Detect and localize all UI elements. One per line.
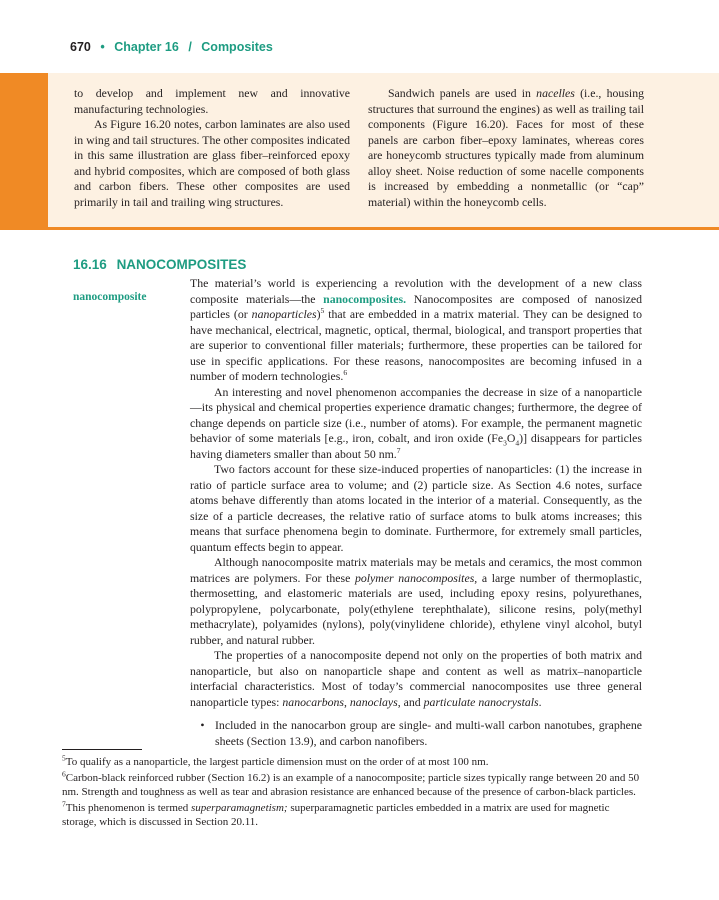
page-number: 670 [70, 40, 91, 54]
header-separator: / [188, 40, 192, 54]
box-left-column [74, 86, 350, 210]
bullet-text: Included in the nanocarbon group are single- and multi-wall carbon nanotubes, graphene sheets (Section 13.9), and carbon nanofibers. [215, 718, 642, 748]
key-term-nanocomposites: nanocomposites. [323, 291, 407, 306]
orange-side-bar [0, 73, 48, 230]
section-heading [73, 257, 246, 272]
margin-key-term: nanocomposite [73, 291, 147, 303]
footnote-ref-7: 7 [396, 445, 401, 455]
footnote-rule [62, 749, 142, 750]
section-title-text: NANOCOMPOSITES [116, 257, 247, 272]
footnotes [62, 755, 642, 831]
footnote-7: $^7$This phenomenon is termed superparamagnetism; superparamagnetic particles embedded in a matrix are used for magnetic storage, which is discussed in Section 20.11. [62, 798, 610, 828]
header-bullet: • [100, 40, 105, 54]
running-header [70, 40, 273, 54]
paragraph-4: Although nanocomposite matrix materials may be metals and ceramics, the most common matrices are polymers. For these polymer nanocomposites, a large number of thermoplastic, thermosetting, and elastomeric materials are used, including epoxy resins, polyurethanes, polypropylene, polycarbonate, poly(ethylene terephthalate), silicone resins, poly(methyl methacrylate), polyamides (nylons), poly(vinylidene chloride), ethylene vinyl alcohol, butyl rubber, and natural rubber. [190, 555, 642, 647]
footnote-ref-5: 5 [320, 306, 325, 316]
section-number: 16.16 [73, 257, 107, 272]
paragraph-3: Two factors account for these size-induced properties of nanoparticles: (1) the increase in ratio of particle surface area to volume; and (2) particle size. As Section 4.6 notes, surface atoms behave differently than atoms located in the interior of a material. Consequently, as the size of a particle decreases, the relative ratio of surface atoms to bulk atoms increases; this means that surface phenomena begin to dominate. Furthermore, for extremely small particles, quantum effects begin to appear. [190, 462, 642, 554]
box-left-para-2: As Figure 16.20 notes, carbon laminates are also used in wing and tail structures. The other composites indicated in this same illustration are glass fiber–reinforced epoxy and hybrid composites, which are composed of both glass and carbon fibers. These other composites are used primarily in tail and trailing wing structures. [74, 117, 350, 209]
paragraph-1: The material’s world is experiencing a revolution with the development of a new class composite materials—the nanocomposites. Nanocomposites are composed of nanosized particles (or nanoparticles)$^5$ that are embedded in a matrix material. They can be designed to have mechanical, electrical, magnetic, optical, thermal, biological, and transport properties that are superior to conventional filler materials; furthermore, these properties can be tailored for use in specific applications. For these reasons, nanocomposites are becoming infused in a number of modern technologies.$^6$ [190, 276, 642, 383]
paragraph-5: The properties of a nanocomposite depend not only on the properties of both matrix and nanoparticle, but also on nanoparticle shape and content as well as matrix–nanoparticle interfacial characteristics. Most of today’s commercial nanocomposites use three general nanoparticle types: nanocarbons, nanoclays, and particulate nanocrystals. [190, 648, 642, 709]
bullet-dot: • [200, 718, 205, 732]
chapter-title: Composites [201, 40, 273, 54]
footnote-ref-6: 6 [343, 368, 348, 378]
bullet-item [190, 718, 642, 749]
paragraph-2: An interesting and novel phenomenon accompanies the decrease in size of a nanoparticle—its physical and chemical properties experience dramatic changes; furthermore, the degree of change depends on particle size (i.e., number of atoms). For example, the permanent magnetic behavior of some materials [e.g., iron, cobalt, and iron oxide $(Fe_3O_4)$] disappears for particles having diameters smaller than about 50 nm.$^7$ [190, 384, 642, 461]
box-right-para: Sandwich panels are used in nacelles (i.e., housing structures that surround the engines) as well as trailing tail components (Figure 16.20). Faces for most of these panels are carbon fiber–epoxy laminates, whereas cores are honeycomb structures typically made from aluminum alloy sheet. Noise reduction of some nacelle components is increased by embedding a nonmetallic (or “cap” material) within the honeycomb cells. [368, 86, 644, 209]
chapter-label: Chapter 16 [114, 40, 179, 54]
box-left-para-1: to develop and implement new and innovative manufacturing technologies. [74, 86, 350, 116]
main-body-text [190, 276, 642, 749]
footnote-5: $^5$To qualify as a nanoparticle, the largest particle dimension must on the order of at most 100 nm. [62, 753, 489, 768]
footnote-6: $^6$Carbon-black reinforced rubber (Section 16.2) is an example of a nanocomposite; particle sizes typically range between 20 and 50 nm. Strength and toughness as well as tear and abrasion resistance are enhanced because of the presence of carbon-black particles. [62, 768, 640, 798]
box-right-column [368, 86, 644, 210]
